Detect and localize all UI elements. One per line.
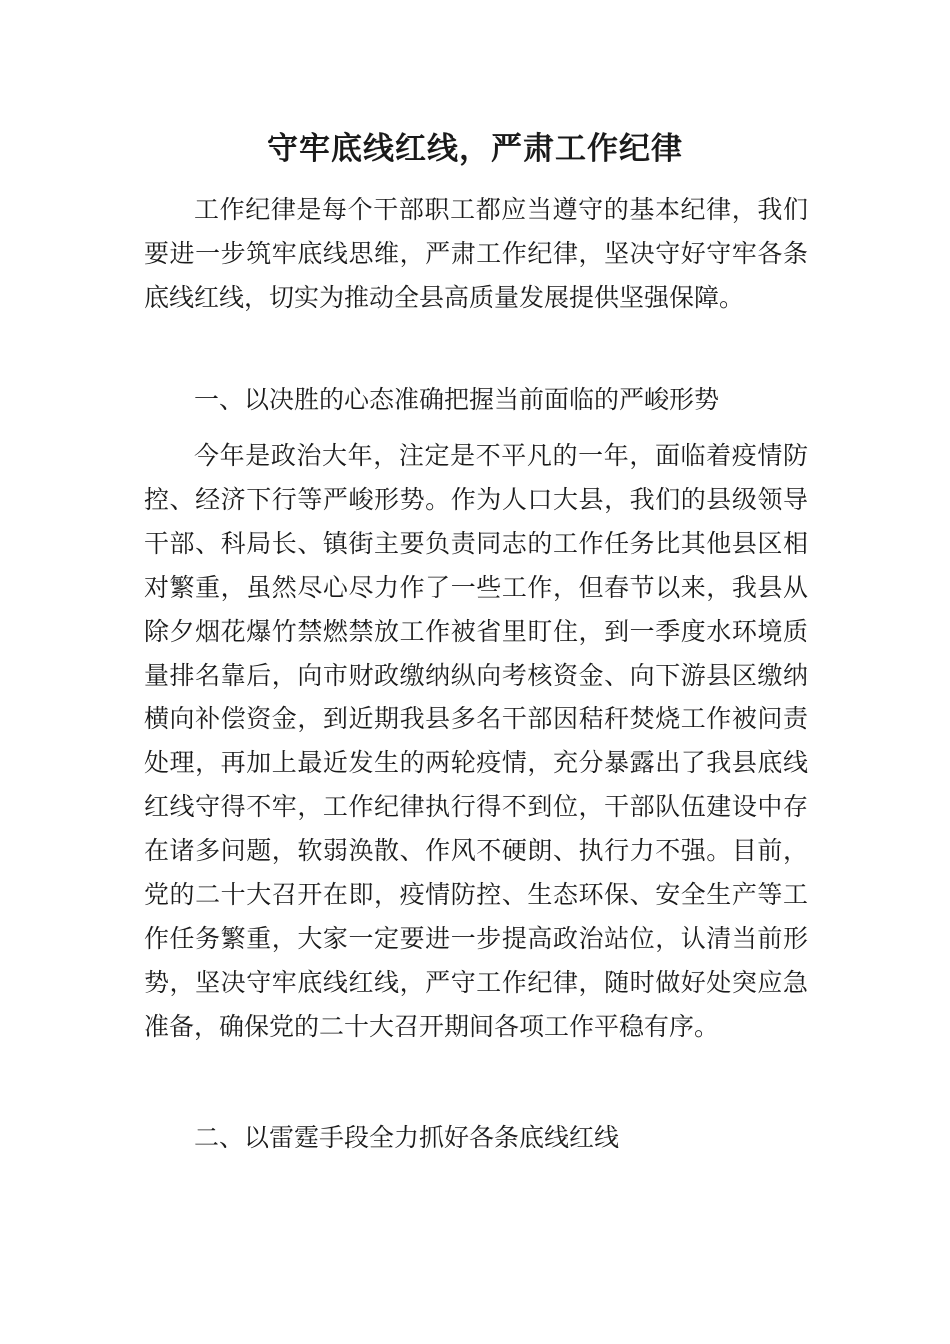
section-2-heading: 二、以雷霆手段全力抓好各条底线红线 xyxy=(194,1123,620,1152)
intro-paragraph-block xyxy=(144,188,808,320)
document-title: 守牢底线红线，严肃工作纪律 xyxy=(267,131,683,167)
section-1-paragraph: 今年是政治大年，注定是不平凡的一年，面临着疫情防控、经济下行等严峻形势。作为人口大县，我们的县级领导干部、科局长、镇街主要负责同志的工作任务比其他县区相对繁重，虽然尽心尽力作了一些工作，但春节以来，我县从除夕烟花爆竹禁燃禁放工作被省里盯住，到一季度水环境质量排名靠后，向市财政缴纳纵向考核资金、向下游县区缴纳横向补偿资金，到近期我县多名干部因秸秆焚烧工作被问责处理，再加上最近发生的两轮疫情，充分暴露出了我县底线红线守得不牢，工作纪律执行得不到位，干部队伍建设中存在诸多问题，软弱涣散、作风不硬朗、执行力不强。目前，党的二十大召开在即，疫情防控、生态环保、安全生产等工作任务繁重，大家一定要进一步提高政治站位，认清当前形势，坚决守牢底线红线，严守工作纪律，随时做好处突应急准备，确保党的二十大召开期间各项工作平稳有序。 xyxy=(144,441,808,1041)
section-1-body-block xyxy=(144,434,808,1049)
intro-paragraph: 工作纪律是每个干部职工都应当遵守的基本纪律，我们要进一步筑牢底线思维，严肃工作纪律，坚决守好守牢各条底线红线，切实为推动全县高质量发展提供坚强保障。 xyxy=(144,195,808,312)
section-1-heading: 一、以决胜的心态准确把握当前面临的严峻形势 xyxy=(194,385,720,414)
